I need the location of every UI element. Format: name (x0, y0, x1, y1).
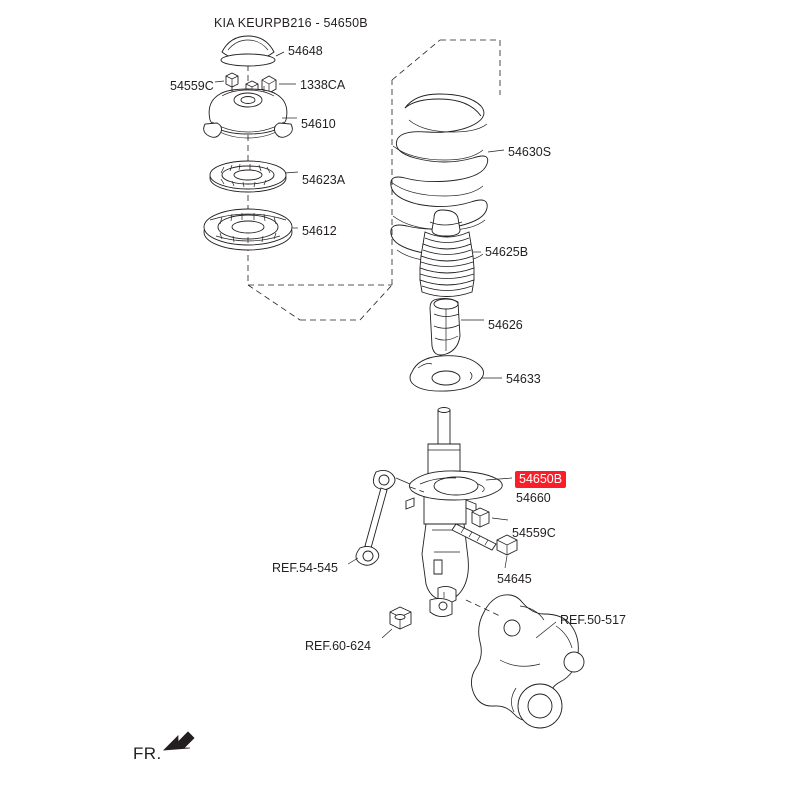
label-54610: 54610 (301, 117, 336, 131)
label-54645: 54645 (497, 572, 532, 586)
fr-arrow (164, 732, 194, 750)
label-1338ca: 1338CA (300, 78, 346, 92)
label-54660: 54660 (516, 491, 551, 505)
leader-54645 (505, 556, 507, 568)
part-ref-60-624 (390, 607, 411, 629)
part-54623A (210, 161, 286, 192)
label-54626: 54626 (488, 318, 523, 332)
part-54610 (204, 86, 293, 138)
part-54625B (420, 210, 474, 297)
label-54559c-lower: 54559C (512, 526, 556, 540)
leader-ref-60-624 (382, 629, 392, 638)
leader-54630S (488, 150, 504, 152)
label-ref-50-517: REF.50-517 (560, 613, 627, 627)
label-54650b-highlighted: 54650B (515, 471, 566, 488)
label-54633: 54633 (506, 372, 541, 386)
orientation-marker-label: FR. (133, 744, 162, 763)
label-ref-54-545: REF.54-545 (272, 561, 339, 575)
leader-54559C-lower (492, 518, 508, 520)
label-54625b: 54625B (485, 245, 529, 259)
part-54612 (204, 209, 292, 250)
part-54626 (430, 298, 460, 355)
leader-ref-54-545 (348, 558, 358, 564)
label-ref-60-624: REF.60-624 (305, 639, 372, 653)
leader-54559C-top (215, 81, 224, 82)
part-54633 (410, 356, 484, 391)
label-54559c-top: 54559C (170, 79, 214, 93)
part-ref-54-545-link (356, 470, 410, 565)
part-54559C-lower (472, 508, 489, 527)
diagram-title: KIA KEURPB216 - 54650B (214, 16, 368, 30)
label-54612: 54612 (302, 224, 337, 238)
leader-54648 (276, 52, 284, 56)
label-54630s: 54630S (508, 145, 552, 159)
label-54648: 54648 (288, 44, 323, 58)
label-54623a: 54623A (302, 173, 346, 187)
leader-54623A (285, 172, 298, 173)
part-54648 (221, 36, 275, 66)
